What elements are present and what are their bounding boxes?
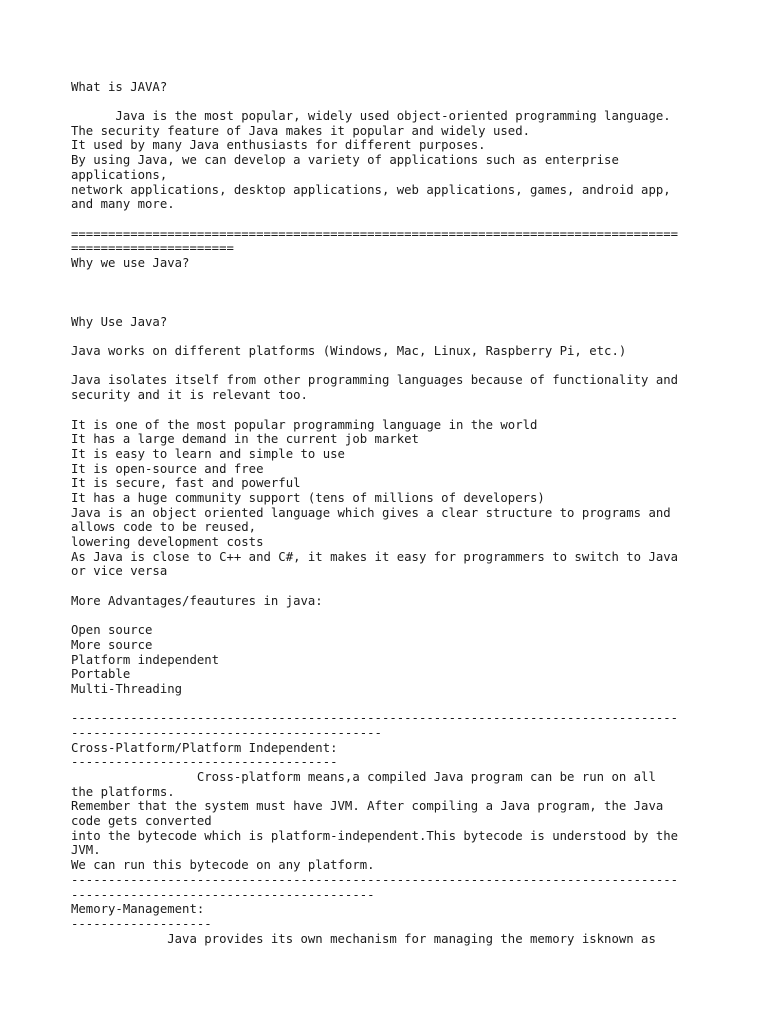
text-line: into the bytecode which is platform-independent.This bytecode is understood by the (71, 828, 679, 843)
text-line: ====================== (71, 241, 234, 256)
text-line: security and it is relevant too. (71, 388, 308, 403)
text-line: It is secure, fast and powerful (71, 476, 301, 491)
text-line: Open source (71, 623, 153, 638)
text-line: applications, (71, 167, 168, 182)
text-line: It used by many Java enthusiasts for different purposes. (71, 138, 486, 153)
text-line: Portable (71, 667, 131, 682)
text-line: By using Java, we can develop a variety of applications such as enterprise (71, 153, 619, 168)
text-line: It is open-source and free (71, 461, 264, 476)
text-line: What is JAVA? (71, 79, 168, 94)
text-line: More Advantages/feautures in java: (71, 593, 323, 608)
text-line: code gets converted (71, 814, 212, 829)
text-line: Why Use Java? (71, 314, 168, 329)
text-line: network applications, desktop applications, web applications, games, android app, (71, 182, 671, 197)
text-line: JVM. (71, 843, 101, 858)
text-line: allows code to be reused, (71, 520, 257, 535)
text-line: It has a large demand in the current job market (71, 432, 419, 447)
text-line: Cross-Platform/Platform Independent: (71, 740, 338, 755)
text-line: We can run this bytecode on any platform. (71, 858, 375, 873)
text-line: lowering development costs (71, 535, 264, 549)
text-line: As Java is close to C++ and C#, it makes it easy for programmers to switch to Java (71, 549, 679, 564)
text-line: Cross-platform means,a compiled Java program can be run on all (71, 770, 656, 784)
text-line: It is one of the most popular programming language in the world (71, 417, 538, 432)
text-line: ---------------------------------------------------------------------------------- (71, 872, 679, 887)
text-line: Memory-Management: (71, 902, 205, 917)
text-line: Remember that the system must have JVM. After compiling a Java program, the Java (71, 799, 664, 814)
text-line: the platforms. (71, 784, 175, 799)
text-line: Java works on different platforms (Windows, Mac, Linux, Raspberry Pi, etc.) (71, 344, 627, 359)
text-line: ------------------------------------------ (71, 725, 382, 740)
text-line: Why we use Java? (71, 255, 190, 270)
text-line: It is easy to learn and simple to use (71, 446, 345, 461)
document-text (71, 65, 721, 946)
text-line: Java is the most popular, widely used object-oriented programming language. (71, 109, 671, 124)
text-line: ---------------------------------------------------------------------------------- (71, 711, 679, 726)
text-line: Java is an object oriented language which gives a clear structure to programs and (71, 505, 671, 520)
text-line: and many more. (71, 197, 175, 212)
text-line: The security feature of Java makes it popular and widely used. (71, 123, 531, 138)
text-line: It has a huge community support (tens of millions of developers) (71, 490, 545, 505)
text-line: More source (71, 637, 153, 652)
text-line: or vice versa (71, 564, 168, 579)
text-line: ------------------------------------ (71, 755, 338, 770)
text-line: Java provides its own mechanism for managing the memory isknown as (71, 931, 656, 946)
text-line: ------------------- (71, 916, 212, 931)
text-line: Java isolates itself from other programming languages because of functionality and (71, 373, 679, 388)
text-line: ----------------------------------------- (71, 887, 375, 902)
text-line: ================================================================================== (71, 226, 679, 241)
text-line: Platform independent (71, 652, 220, 667)
text-line: Multi-Threading (71, 681, 183, 696)
